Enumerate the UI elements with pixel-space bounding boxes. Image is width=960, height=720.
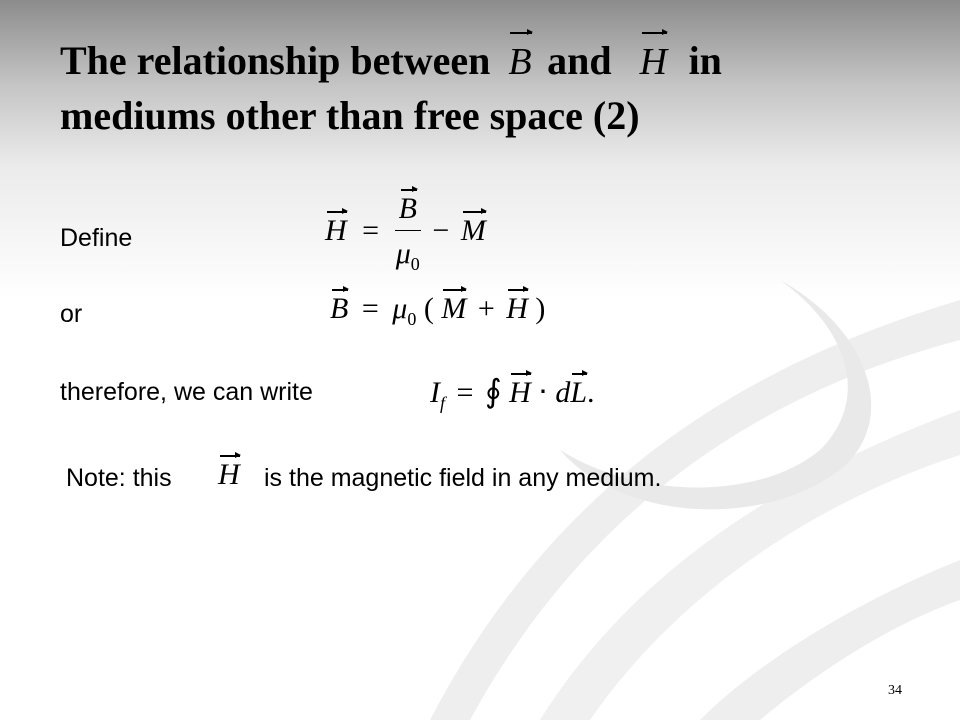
eq1-denominator-mu: μ bbox=[395, 237, 411, 270]
note-vector-h: H bbox=[218, 458, 240, 491]
therefore-label: therefore, we can write bbox=[60, 378, 313, 406]
eq3-d: d bbox=[555, 376, 571, 409]
eq2-plus: + bbox=[477, 292, 495, 325]
note-vector-h-math bbox=[218, 458, 240, 492]
eq2-open-paren: ( bbox=[423, 292, 434, 325]
eq2-m: M bbox=[441, 292, 467, 325]
eq3-dot: ⋅ bbox=[538, 376, 548, 409]
note-suffix: is the magnetic field in any medium. bbox=[264, 464, 662, 492]
title-line1-part3: in bbox=[688, 38, 722, 83]
note-prefix: Note: this bbox=[66, 464, 172, 492]
equation-b-relation: $B = \mu_0$ ( M + H ) bbox=[330, 292, 546, 329]
eq2-close-paren: ) bbox=[535, 292, 546, 325]
eq1-fraction bbox=[395, 192, 421, 275]
eq2-mu-sub: 0 bbox=[407, 309, 417, 329]
eq3-h: H bbox=[509, 376, 531, 409]
title-line1-part1: The relationship between bbox=[60, 38, 491, 83]
contour-integral-icon: ∮ bbox=[484, 373, 502, 409]
title-line1-part2: and bbox=[547, 38, 612, 83]
eq3-current-sub: f bbox=[440, 393, 446, 413]
eq1-lhs-h: H bbox=[325, 214, 347, 248]
equation-h-definition: H = $\frac{B}{\mu_0}$ − M bbox=[325, 192, 486, 274]
eq1-rhs-m: M bbox=[460, 214, 486, 248]
eq3-period: . bbox=[587, 376, 595, 409]
define-label: Define bbox=[60, 224, 133, 252]
title-vector-b: B bbox=[508, 35, 531, 89]
eq3-l: L bbox=[570, 376, 588, 409]
slide-number: 34 bbox=[888, 683, 902, 698]
title-line2: mediums other than free space (2) bbox=[60, 93, 640, 138]
equation-ampere-law bbox=[430, 372, 595, 414]
eq2-lhs-b: B bbox=[330, 292, 349, 325]
eq2-mu: μ bbox=[392, 292, 408, 325]
title-vector-h: H bbox=[640, 35, 667, 89]
eq2-h: H bbox=[506, 292, 528, 325]
eq3-equals: = bbox=[456, 376, 474, 409]
eq1-denominator-sub: 0 bbox=[410, 254, 420, 274]
or-label: or bbox=[60, 300, 83, 328]
eq1-numerator-b: B bbox=[398, 192, 417, 225]
slide-title bbox=[60, 34, 920, 143]
eq3-current: I bbox=[430, 376, 440, 409]
eq1-minus: − bbox=[432, 214, 450, 248]
